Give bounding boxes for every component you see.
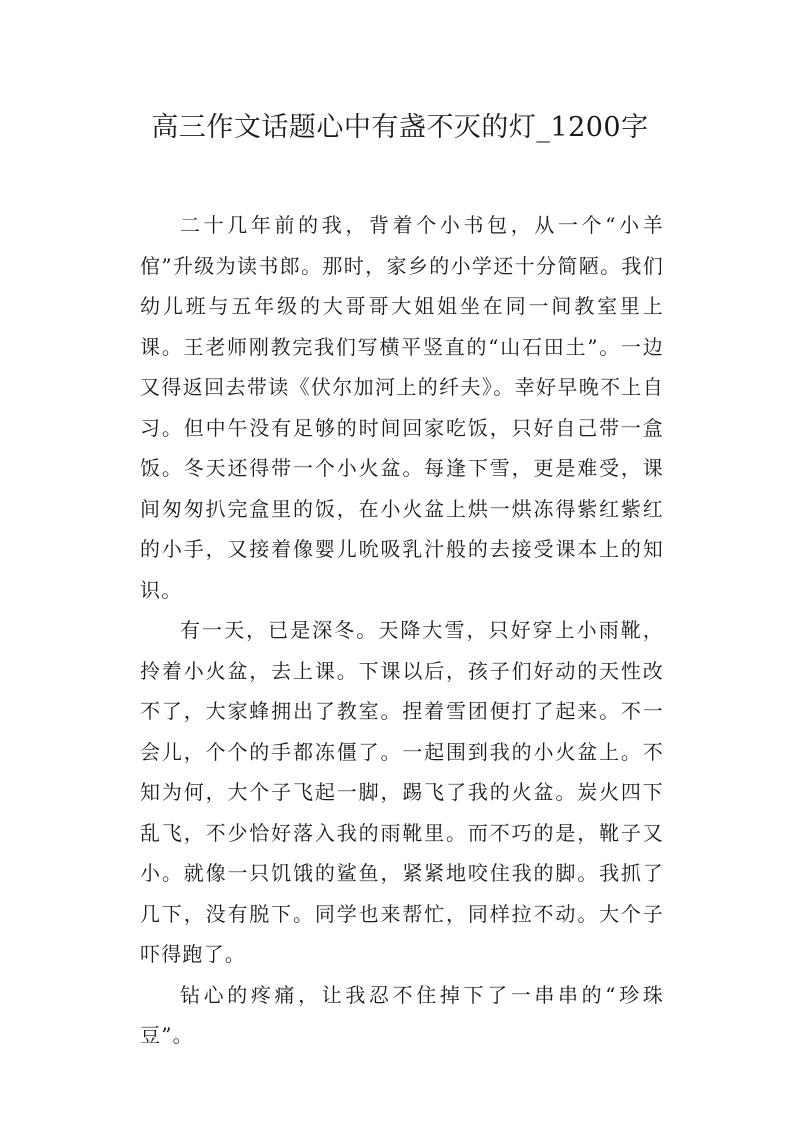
paragraph: 钻心的疼痛，让我忍不住掉下了一串串的“珍珠豆”。 [140,982,664,1047]
document-body [140,205,664,1056]
document-title: 高三作文话题心中有盏不灭的灯_1200字 [151,112,649,143]
paragraph: 二十几年前的我，背着个小书包，从一个“小羊倌”升级为读书郎。那时，家乡的小学还十分简陋。我们幼儿班与五年级的大哥哥大姐姐坐在同一间教室里上课。王老师刚教完我们写横平竖直的“山石田土”。一边又得返回去带读《伏尔加河上的纤夫》。幸好早晚不上自习。但中午没有足够的时间回家吃饭，只好自己带一盒饭。冬天还得带一个小火盆。每逢下雪，更是难受，课间匆匆扒完盒里的饭，在小火盆上烘一烘冻得紫红紫红的小手，又接着像婴儿吮吸乳汁般的去接受课本上的知识。 [140,213,664,602]
paragraph: 有一天，已是深冬。天降大雪，只好穿上小雨靴，拎着小火盆，去上课。下课以后，孩子们好动的天性改不了，大家蜂拥出了教室。捏着雪团便打了起来。不一会儿，个个的手都冻僵了。一起围到我的小火盆上。不知为何，大个子飞起一脚，踢飞了我的火盆。炭火四下乱飞，不少恰好落入我的雨靴里。而不巧的是，靴子又小。就像一只饥饿的鲨鱼，紧紧地咬住我的脚。我抓了几下，没有脱下。同学也来帮忙，同样拉不动。大个子吓得跑了。 [140,618,664,966]
